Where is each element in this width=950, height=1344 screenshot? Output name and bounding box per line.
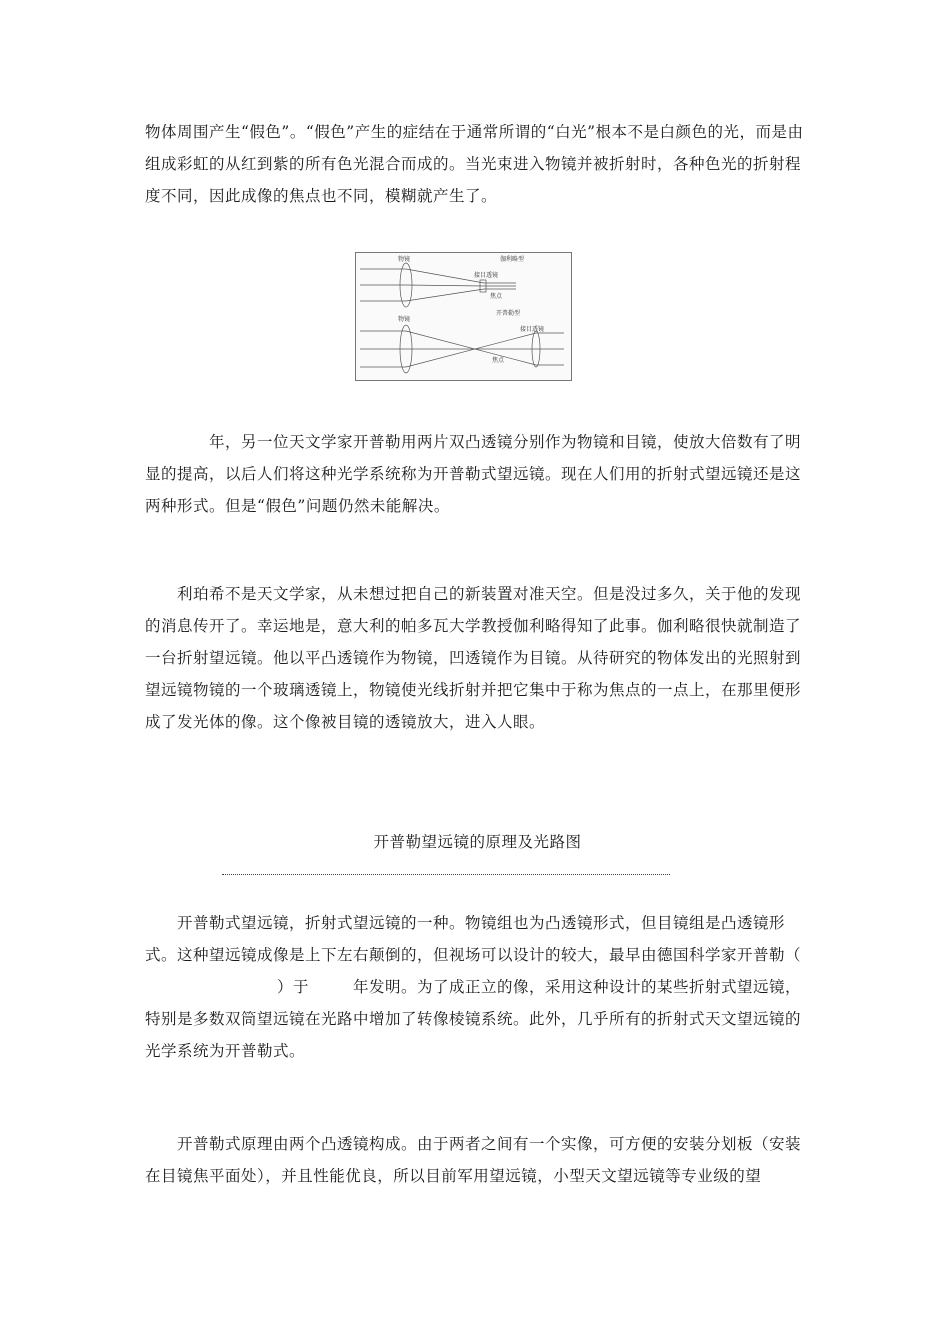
label-eyepiece-bottom: 接目透镜 (520, 326, 545, 333)
paragraph-kepler-principle: 开普勒式原理由两个凸透镜构成。由于两者之间有一个实像，可方便的安装分划板（安装在目镜焦平面处），并且性能优良，所以目前军用望远镜，小型天文望远镜等专业级的望 (145, 1135, 802, 1185)
ray-line (406, 269, 484, 283)
paragraph-kepler-definition (145, 907, 810, 1067)
label-kepler: 开普勒型 (496, 310, 521, 317)
title-divider (222, 874, 670, 875)
paragraph-false-color: 物体周围产生“假色”。“假色”产生的症结在于通常所谓的“白光”根本不是白颜色的光，而是由组成彩虹的从红到紫的所有色光混合而成的。当光束进入物镜并被折射时，各种色光的折射程度不同，因此成像的焦点也不同，模糊就产生了。 (145, 123, 804, 205)
ray-line (406, 285, 484, 286)
label-focus-top: 焦点 (490, 293, 503, 300)
paragraph-kepler-history (145, 426, 810, 522)
section-title: 开普勒望远镜的原理及光路图 (373, 833, 582, 851)
ray-line (406, 331, 536, 365)
optical-path-diagram (356, 253, 571, 380)
label-galileo: 伽利略型 (500, 256, 525, 263)
paragraph-text: 年发明。为了成正立的像，采用这种设计的某些折射式望远镜，特别是多数双筒望远镜在光路中增加了转像棱镜系统。此外，几乎所有的折射式天文望远镜的光学系统为开普勒式。 (145, 978, 802, 1060)
paren-open: （ (785, 946, 802, 964)
label-objective-bottom: 物镜 (398, 316, 411, 323)
paragraph-text: 开普勒式望远镜，折射式望远镜的一种。物镜组也为凸透镜形式，但目镜组是凸透镜形式。这种望远镜成像是上下左右颠倒的，但视场可以设计的较大，最早由德国科学家开普勒 (145, 914, 786, 964)
label-focus-bottom: 焦点 (492, 357, 505, 364)
label-eyepiece-top: 接目透镜 (474, 272, 499, 279)
telescope-diagram (355, 252, 572, 381)
ray-line (406, 289, 484, 301)
paren-close: ）于 (277, 978, 310, 996)
label-objective-top: 物镜 (398, 256, 411, 263)
paragraph-galileo: 利珀希不是天文学家，从未想过把自己的新装置对准天空。但是没过多久，关于他的发现的消息传开了。幸运地是，意大利的帕多瓦大学教授伽利略得知了此事。伽利略很快就制造了一台折射望远镜。他以平凸透镜作为物镜，凹透镜作为目镜。从待研究的物体发出的光照射到望远镜物镜的一个玻璃透镜上，物镜使光线折射并把它集中于称为焦点的一点上，在那里便形成了发光体的像。这个像被目镜的透镜放大，进入人眼。 (145, 585, 802, 731)
paragraph-text: 年，另一位天文学家开普勒用两片双凸透镜分别作为物镜和目镜，使放大倍数有了明显的提高，以后人们将这种光学系统称为开普勒式望远镜。现在人们用的折射式望远镜还是这两种形式。但是“假色”问题仍然未能解决。 (145, 433, 802, 515)
ray-line (406, 333, 536, 367)
